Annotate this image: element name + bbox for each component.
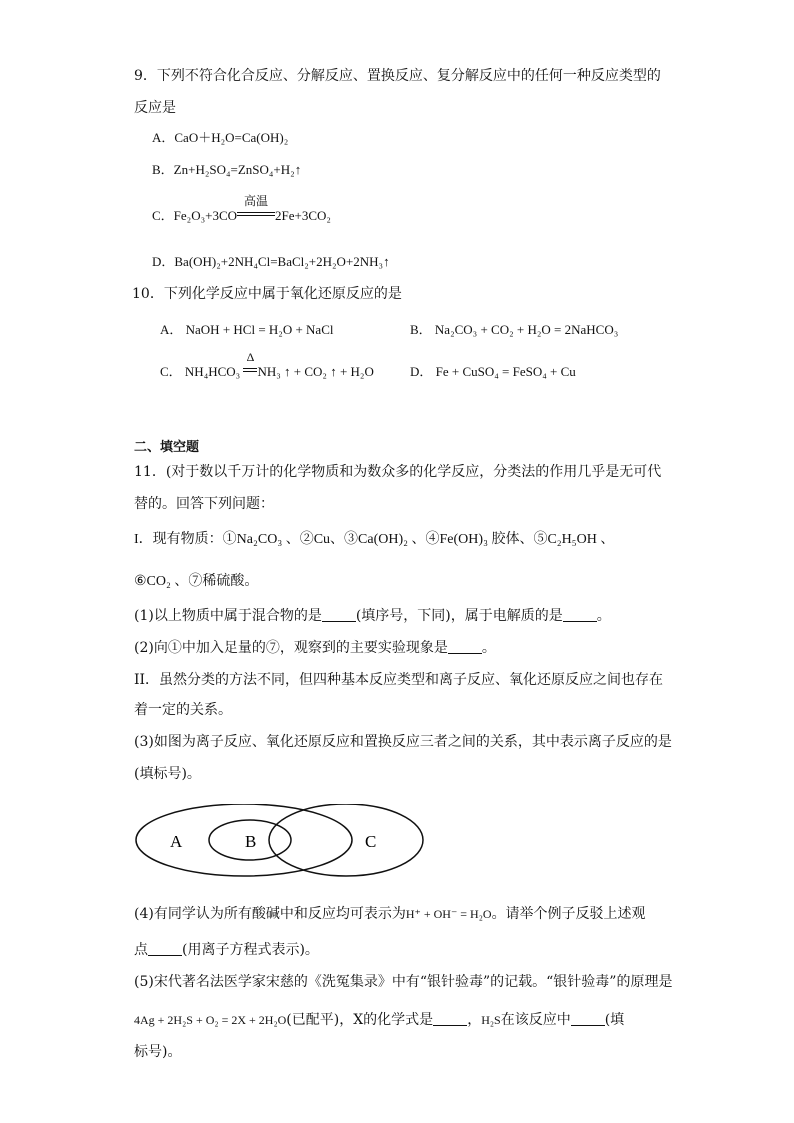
sub5-text-c: ， bbox=[467, 1012, 482, 1028]
q11-sub2 bbox=[134, 638, 496, 658]
sub5-text-e: 在该反应中 bbox=[500, 1012, 571, 1028]
answer-blank[interactable] bbox=[448, 641, 482, 654]
q11-part2-line1: II．虽然分类的方法不同，但四种基本反应类型和离子反应、氧化还原反应之间也存在 bbox=[134, 672, 664, 688]
q11-sub3-line1: (3)如图为离子反应、氧化还原反应和置换反应三者之间的关系，其中表示离子反应的是 bbox=[134, 734, 672, 750]
equals-sign bbox=[237, 212, 275, 216]
venn-diagram bbox=[130, 804, 430, 882]
q11-sub5-line1: (5)宋代著名法医学家宋慈的《洗冤集录》中有“银针验毒”的记载。“银针验毒”的原理是 bbox=[134, 974, 673, 990]
answer-blank[interactable] bbox=[571, 1013, 605, 1026]
q9-option-a: A．CaO＋H₂O=Ca(OH)₂ bbox=[152, 130, 289, 145]
sub2-text-a: (2)向①中加入足量的⑦，观察到的主要实验现象是 bbox=[134, 640, 448, 656]
reaction-condition bbox=[243, 350, 257, 382]
q11-sub5-line2 bbox=[134, 1010, 624, 1030]
q11-sub4-line1 bbox=[134, 904, 646, 924]
sub1-text-b: (填序号，下同)，属于电解质的是 bbox=[355, 608, 563, 624]
sub2-text-b: 。 bbox=[481, 640, 496, 656]
q9-option-c-right: 2Fe+3CO₂ bbox=[275, 208, 331, 223]
sub5-text-f: (填 bbox=[604, 1012, 625, 1028]
h2s-formula: H₂S bbox=[481, 1013, 501, 1027]
sub1-text-a: (1)以上物质中属于混合物的是 bbox=[134, 608, 322, 624]
venn-label-c: C bbox=[365, 832, 377, 851]
reaction-condition bbox=[237, 194, 275, 226]
ellipse-c bbox=[269, 804, 423, 876]
q11-intro-line1: 11．(对于数以千万计的化学物质和为数众多的化学反应，分类法的作用几乎是无可代 bbox=[134, 464, 662, 480]
q11-substances-line2: ⑥CO₂ 、⑦稀硫酸。 bbox=[134, 574, 259, 589]
q9-stem-line2: 反应是 bbox=[134, 100, 176, 116]
venn-label-b: B bbox=[245, 832, 257, 851]
q9-stem-line1: 9．下列不符合化合反应、分解反应、置换反应、复分解反应中的任何一种反应类型的 bbox=[134, 68, 661, 84]
section-heading: 二、填空题 bbox=[134, 440, 200, 455]
answer-blank[interactable] bbox=[563, 609, 597, 622]
answer-blank[interactable] bbox=[322, 609, 356, 622]
substance-list: ①Na₂CO₃ 、②Cu、③Ca(OH)₂ 、④Fe(OH)₃ 胶体、⑤C₂H₅OH 、 bbox=[222, 532, 615, 547]
q9-option-c-left: C．Fe₂O₃+3CO bbox=[152, 208, 238, 223]
q10-option-a: A． NaOH + HCl = H₂O + NaCl bbox=[160, 322, 334, 337]
q11-sub5-line3: 标号)。 bbox=[134, 1044, 182, 1060]
sub5-text-b: (已配平)，X的化学式是 bbox=[286, 1012, 434, 1028]
ellipse-a bbox=[136, 804, 352, 876]
q11-intro-line2: 替的。回答下列问题： bbox=[134, 496, 274, 512]
q11-sub1 bbox=[134, 606, 611, 626]
q9-option-c bbox=[152, 194, 331, 226]
q10-stem: 10．下列化学反应中属于氧化还原反应的是 bbox=[132, 286, 402, 302]
q11-substances-line1 bbox=[134, 530, 614, 550]
q10-option-d: D． Fe + CuSO₄ = FeSO₄ + Cu bbox=[410, 364, 576, 379]
q9-option-d: D．Ba(OH)₂+2NH₄Cl=BaCl₂+2H₂O+2NH₃↑ bbox=[152, 254, 390, 269]
q10-option-c bbox=[160, 350, 374, 382]
q11-sub3-line2: (填标号)。 bbox=[134, 766, 201, 782]
sub4-text-a: (4)有同学认为所有酸碱中和反应均可表示为 bbox=[134, 906, 406, 922]
sub4-text-c: 点 bbox=[134, 942, 148, 958]
sub4-text-b: 。请举个例子反驳上述观 bbox=[491, 906, 646, 922]
answer-blank[interactable] bbox=[148, 943, 182, 956]
q10-option-c-left: C． NH₄HCO₃ bbox=[160, 364, 244, 379]
venn-label-a: A bbox=[170, 832, 183, 851]
q11-part2-line2: 着一定的关系。 bbox=[134, 702, 232, 718]
sub1-text-c: 。 bbox=[596, 608, 611, 624]
q10-option-c-right: NH₃ ↑ + CO₂ ↑ + H₂O bbox=[257, 364, 374, 379]
q10-option-b: B． Na₂CO₃ + CO₂ + H₂O = 2NaHCO₃ bbox=[410, 322, 619, 337]
condition-label: Δ bbox=[246, 350, 255, 364]
part1-label: I．现有物质： bbox=[134, 532, 223, 547]
neutralization-equation: H⁺ + OH⁻ = H₂O bbox=[405, 907, 492, 921]
q9-option-b: B．Zn+H₂SO₄=ZnSO₄+H₂↑ bbox=[152, 162, 302, 177]
condition-label: 高温 bbox=[244, 194, 269, 208]
q11-sub4-line2 bbox=[134, 940, 319, 960]
sub4-text-d: (用离子方程式表示)。 bbox=[182, 942, 319, 958]
equals-sign bbox=[243, 368, 257, 372]
silver-equation: 4Ag + 2H₂S + O₂ = 2X + 2H₂O bbox=[134, 1013, 287, 1027]
answer-blank[interactable] bbox=[433, 1013, 467, 1026]
